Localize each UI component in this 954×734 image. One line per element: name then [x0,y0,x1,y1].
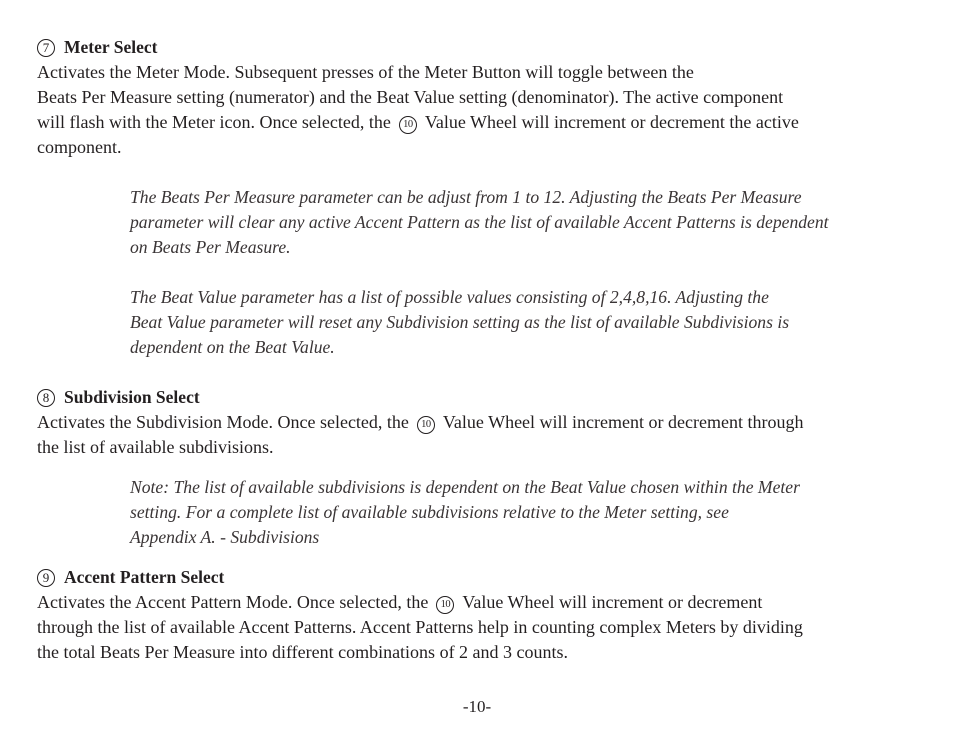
manual-page [37,35,927,665]
section-meter-select [37,35,927,360]
circled-number-icon: 7 [37,39,55,57]
circled-number-icon: 10 [399,116,417,134]
section-heading [37,565,927,590]
section-heading [37,385,927,410]
section-note: The Beat Value parameter has a list of possible values consisting of 2,4,8,16. Adjusting the Beat Value parameter will reset any Subdivision setting as the list of available Subdivisions is dependent on the Beat Value. [130,287,790,357]
section-body: Activates the Meter Mode. Subsequent presses of the Meter Button will toggle between the Beats Per Measure setting (numerator) and the Beat Value setting (denominator). The active component will flash with the Meter icon. Once selected, the 10 Value Wheel will increment or decrement the active component. [37,62,799,157]
circled-number-icon: 10 [417,416,435,434]
section-title: Subdivision Select [64,387,200,407]
circled-number-icon: 8 [37,389,55,407]
section-heading [37,35,927,60]
section-title: Accent Pattern Select [64,567,225,587]
page-number: -10- [462,697,492,716]
section-note: The Beats Per Measure parameter can be adjust from 1 to 12. Adjusting the Beats Per Measure parameter will clear any active Accent Pattern as the list of available Accent Patterns is dependent on Beats Per Measure. [130,187,829,257]
section-title: Meter Select [64,37,158,57]
section-body: Activates the Subdivision Mode. Once selected, the 10 Value Wheel will increment or decrement through the list of available subdivisions. [37,412,804,457]
circled-number-icon: 9 [37,569,55,587]
circled-number-icon: 10 [436,596,454,614]
section-body: Activates the Accent Pattern Mode. Once selected, the 10 Value Wheel will increment or decrement through the list of available Accent Patterns. Accent Patterns help in counting complex Meters by dividing the total Beats Per Measure into different combinations of 2 and 3 counts. [37,592,803,662]
section-accent-pattern-select [37,565,927,665]
section-subdivision-select [37,385,927,550]
section-note: Note: The list of available subdivisions is dependent on the Beat Value chosen within the Meter setting. For a complete list of available subdivisions relative to the Meter setting, see Appendix A. - Subdivisions [130,477,800,547]
